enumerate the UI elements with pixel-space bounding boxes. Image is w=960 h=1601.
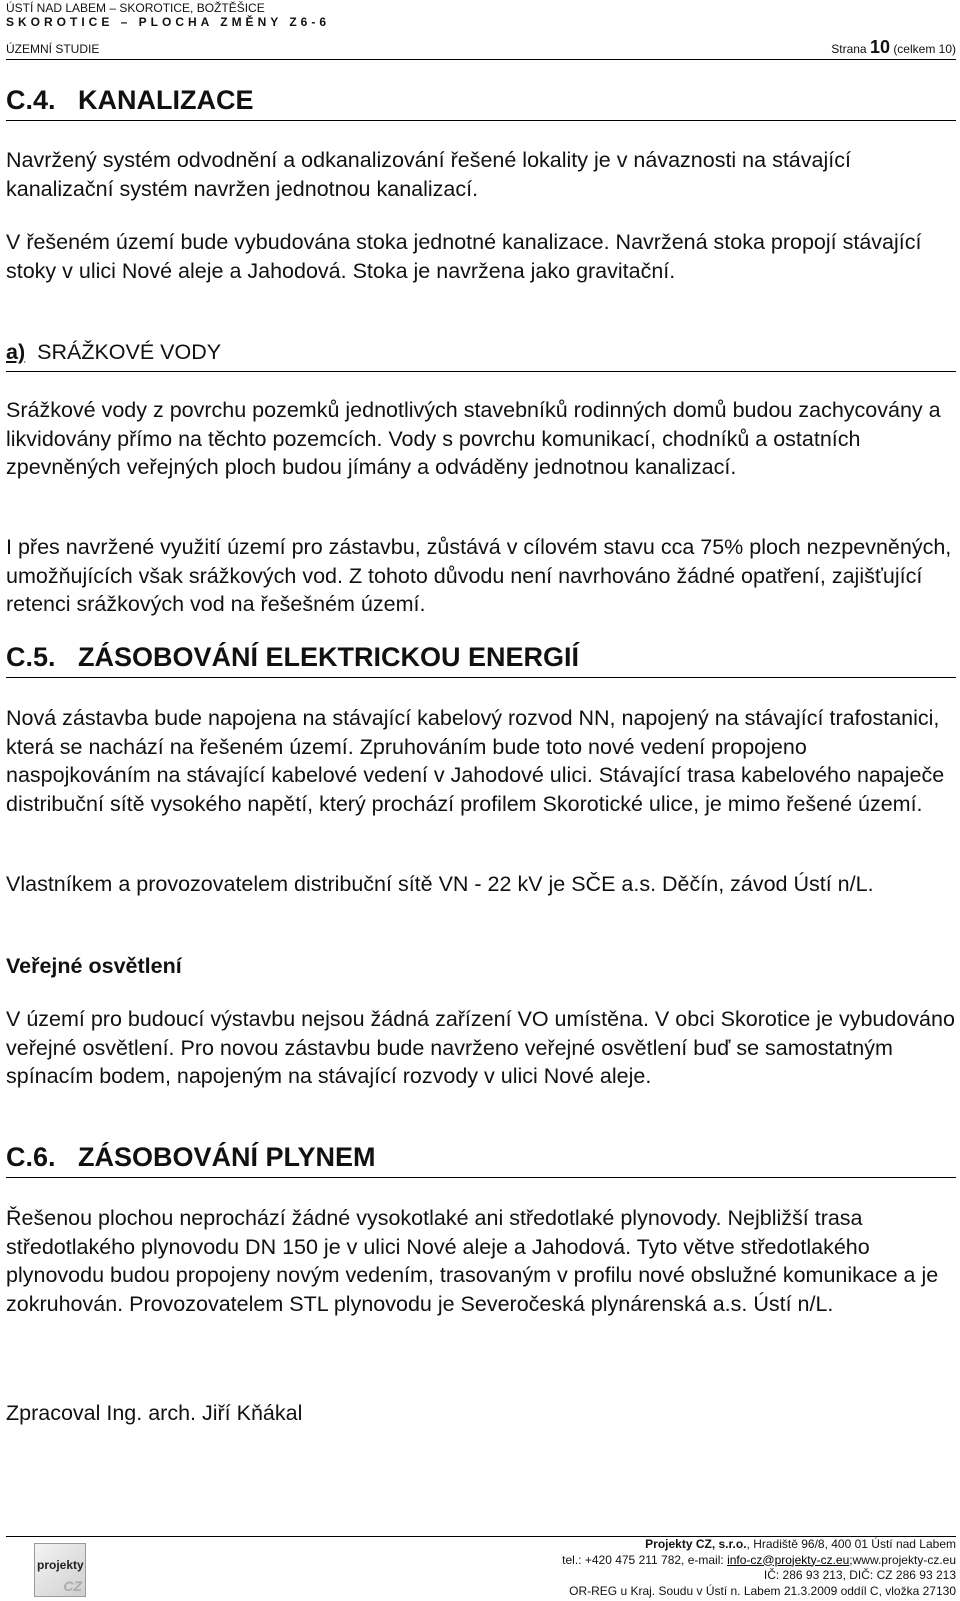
section-heading-c5 — [6, 641, 956, 678]
company-name: Projekty CZ, s.r.o. — [645, 1537, 747, 1551]
section-title: KANALIZACE — [78, 85, 254, 115]
page-indicator — [831, 39, 956, 57]
paragraph: Vlastníkem a provozovatelem distribuční sítě VN - 22 kV je SČE a.s. Děčín, závod Ústí n/L. — [6, 872, 874, 896]
paragraph: V území pro budoucí výstavbu nejsou žádná zařízení VO umístěna. V obci Skorotice je vybudováno veřejné osvětlení. Pro novou zástavbu bude navrženo veřejné osvětlení buď se samostatným spínacím bodem, napojeným na stávající rozvody v ulici Nové aleje. — [6, 1007, 955, 1089]
footer-line-ids: IČ: 286 93 213, DIČ: CZ 286 93 213 — [763, 1568, 956, 1582]
paragraph: Řešenou plochou neprochází žádné vysokotlaké ani středotlaké plynovody. Nejbližší trasa středotlakého plynovodu DN 150 je v ulici Nové aleje a Jahodová. Tyto větve středotlakého plynovodu budou propojeny novým vedením, trasovaným v profilu nové obslužné komunikace a je zokruhován. Provozovatelem STL plynovodu je Severočeská plynárenská a.s. Ústí n/L. — [6, 1206, 939, 1316]
subsection-title: SRÁŽKOVÉ VODY — [37, 340, 222, 364]
subsection-heading — [6, 338, 956, 372]
footer-contact — [562, 1537, 956, 1599]
phone-text: tel.: +420 475 211 782, e-mail: — [562, 1552, 728, 1567]
paragraph: I přes navržené využití území pro zástavbu, zůstává v cílovém stavu cca 75% ploch nezpevněných, umožňujících však srážkových vod. Z tohoto důvodu není navrhováno žádné opatření, zajišťující retenci srážkových vod na řešešném území. — [6, 535, 952, 617]
page-header — [6, 0, 956, 57]
logo-text: projekty — [37, 1558, 84, 1572]
logo-sub: CZ — [63, 1578, 82, 1594]
page-number: 10 — [869, 37, 890, 57]
page-total: (celkem 10) — [893, 42, 956, 56]
email-link[interactable]: info-cz@projekty-cz.eu — [727, 1552, 850, 1567]
web-text: ;www.projekty-cz.eu — [849, 1552, 956, 1567]
header-location: ÚSTÍ NAD LABEM – SKOROTICE, BOŽTĚŠICE — [6, 1, 265, 15]
paragraph: Srážkové vody z povrchu pozemků jednotlivých stavebníků rodinných domů budou zachycovány a likvidovány přímo na těchto pozemcích. Vody s povrchu komunikací, chodníků a ostatních zpevněných veřejných ploch budou jímány a odváděny jednotnou kanalizací. — [6, 398, 941, 480]
header-info-row — [6, 39, 956, 57]
footer-line-contact — [562, 1553, 956, 1569]
section-number: C.6. — [6, 1142, 56, 1172]
signature: Zpracoval Ing. arch. Jiří Kňákal — [6, 1401, 303, 1425]
section-number: C.4. — [6, 85, 56, 115]
header-doc-type: ÚZEMNÍ STUDIE — [6, 42, 100, 56]
section-title: ZÁSOBOVÁNÍ PLYNEM — [78, 1142, 376, 1172]
page-prefix: Strana — [831, 42, 867, 56]
subsection-label: a) — [6, 340, 26, 364]
paragraph: Nová zástavba bude napojena na stávající kabelový rozvod NN, napojený na stávající trafostanici, která se nachází na řešeném území. Zpruhováním bude toto nové vedení propojeno naspojkováním na stávající kabelové vedení v Jahodové ulici. Stávající trasa kabelového napaječe distribuční sítě vysokého napětí, který prochází profilem Skorotické ulice, je mimo řešené území. — [6, 706, 945, 816]
section-heading-c4 — [6, 84, 956, 121]
header-project: SKOROTICE – PLOCHA ZMĚNY Z6-6 — [6, 15, 331, 29]
header-divider — [6, 59, 956, 60]
footer-line-register: OR-REG u Kraj. Soudu v Ústí n. Labem 21.3.2009 oddíl C, vložka 27130 — [569, 1583, 956, 1598]
subsection-heading-lighting: Veřejné osvětlení — [6, 954, 182, 978]
paragraph: V řešeném území bude vybudována stoka jednotné kanalizace. Navržená stoka propojí stávající stoky v ulici Nové aleje a Jahodová. Stoka je navržena jako gravitační. — [6, 230, 922, 283]
section-heading-c6 — [6, 1141, 956, 1178]
footer-line-company — [562, 1537, 956, 1553]
section-title: ZÁSOBOVÁNÍ ELEKTRICKOU ENERGIÍ — [78, 642, 580, 672]
company-address: , Hradiště 96/8, 400 01 Ústí nad Labem — [746, 1537, 956, 1551]
company-logo — [34, 1543, 86, 1597]
section-number: C.5. — [6, 642, 56, 672]
paragraph: Navržený systém odvodnění a odkanalizování řešené lokality je v návaznosti na stávající kanalizační systém navržen jednotnou kanalizací. — [6, 148, 851, 201]
